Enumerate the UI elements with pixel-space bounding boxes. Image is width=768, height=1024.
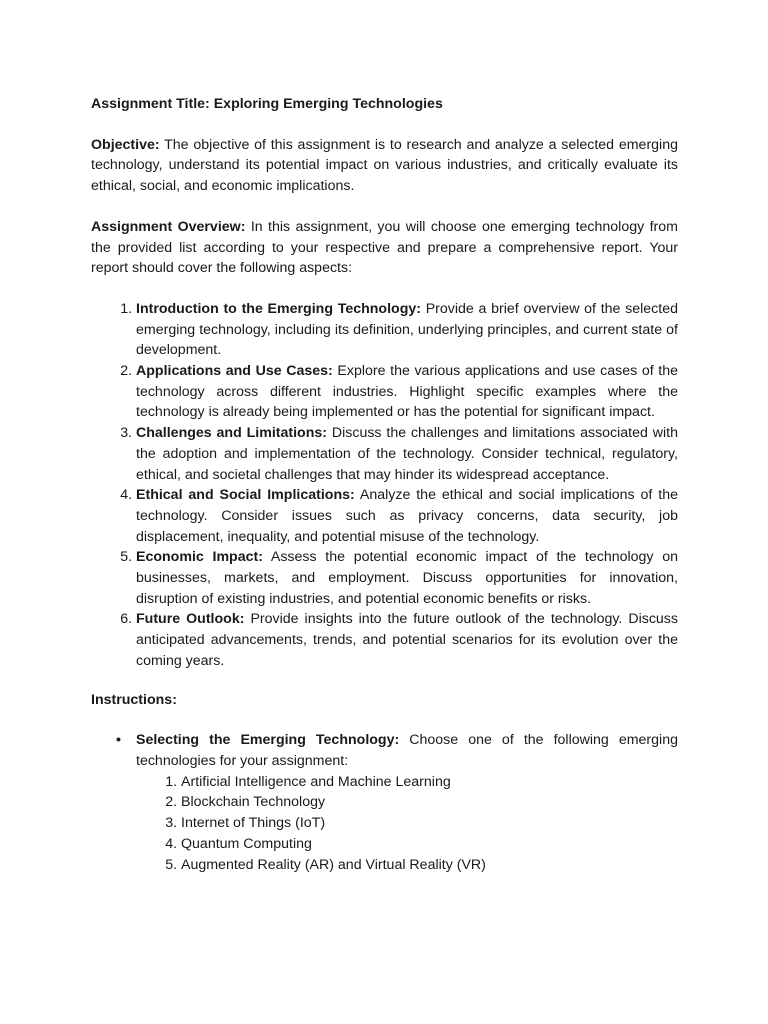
aspect-text: Provide insights into the future outlook of the technology. Discuss anticipated advancements, trends, and potential scenarios for its evolution over the coming years. <box>136 611 678 669</box>
aspect-text: Assess the potential economic impact of the technology on businesses, markets, and employment. Discuss opportunities for innovation, disruption of existing industries, and potential economic benefits or risks. <box>136 549 678 607</box>
aspect-item-ethical <box>136 485 678 547</box>
aspect-item-future <box>136 609 678 671</box>
instruction-item-selecting <box>116 730 678 875</box>
aspect-label: Applications and Use Cases: <box>136 363 333 380</box>
overview-paragraph <box>91 217 678 279</box>
aspect-label: Future Outlook: <box>136 611 245 628</box>
assignment-title: Assignment Title: Exploring Emerging Technologies <box>91 96 443 112</box>
aspect-text: Analyze the ethical and social implications of the technology. Consider issues such as privacy concerns, data security, job displacement, inequality, and potential misuse of the technology. <box>136 487 678 545</box>
instruction-text: Choose one of the following emerging technologies for your assignment: <box>136 732 678 769</box>
technology-item: 3. Internet of Things (IoT) <box>181 813 678 834</box>
instructions-list <box>91 730 678 875</box>
aspect-item-economic <box>136 547 678 609</box>
aspect-label: Ethical and Social Implications: <box>136 487 355 504</box>
technologies-list <box>136 772 678 876</box>
instructions-heading: Instructions: <box>91 691 177 708</box>
bullet-icon: • <box>116 732 121 749</box>
aspect-text: Explore the various applications and use cases of the technology across different industries. Highlight specific examples where the technology is already being implemented or has the potential for significant impact. <box>136 363 678 421</box>
overview-text: In this assignment, you will choose one emerging technology from the provided list according to your respective and prepare a comprehensive report. Your report should cover the following aspects: <box>91 218 678 277</box>
technology-item: 1. Artificial Intelligence and Machine Learning <box>181 772 678 793</box>
aspect-item-introduction <box>136 299 678 361</box>
aspect-item-applications <box>136 361 678 423</box>
aspect-label: Introduction to the Emerging Technology: <box>136 300 421 317</box>
technology-item: 2. Blockchain Technology <box>181 792 678 813</box>
objective-text: The objective of this assignment is to research and analyze a selected emerging technology, understand its potential impact on various industries, and critically evaluate its ethical, social, and economic implications. <box>91 136 678 195</box>
aspect-text: Provide a brief overview of the selected emerging technology, including its definition, underlying principles, and current state of development. <box>136 300 678 359</box>
aspect-item-challenges <box>136 423 678 485</box>
aspect-text: Discuss the challenges and limitations associated with the adoption and implementation of the technology. Consider technical, regulatory, ethical, and societal challenges that may hinder its widespread acceptance. <box>136 425 678 483</box>
aspects-list <box>91 299 678 672</box>
aspect-label: Economic Impact: <box>136 549 263 566</box>
technology-item: 5. Augmented Reality (AR) and Virtual Reality (VR) <box>181 855 678 876</box>
aspect-label: Challenges and Limitations: <box>136 425 328 442</box>
objective-paragraph <box>91 135 678 197</box>
overview-label: Assignment Overview: <box>91 218 246 235</box>
technology-item: 4. Quantum Computing <box>181 834 678 855</box>
objective-label: Objective: <box>91 136 160 153</box>
instruction-label: Selecting the Emerging Technology: <box>136 732 400 749</box>
